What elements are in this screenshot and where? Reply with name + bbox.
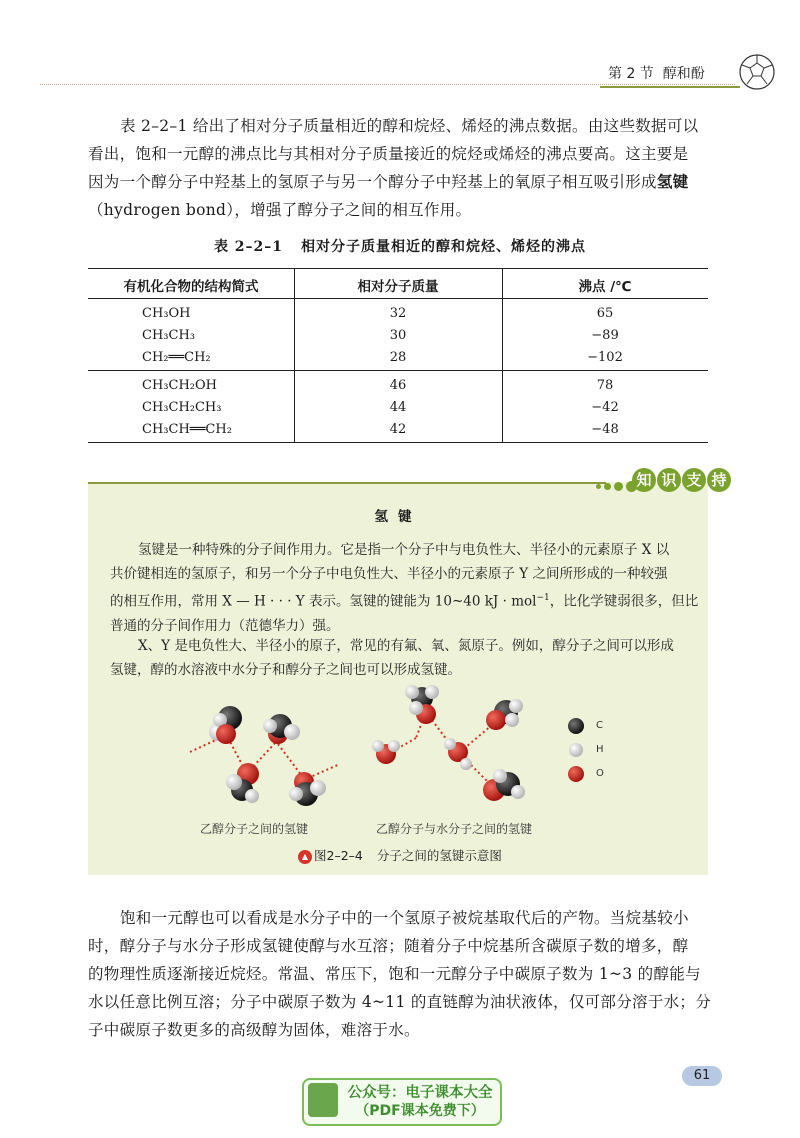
text-line: 因为一个醇分子中羟基上的氢原子与另一个醇分子中羟基上的氧原子相互吸引形成氢键: [88, 172, 689, 191]
header-accent-bar: [600, 86, 740, 88]
table-bottom-rule: [88, 442, 708, 443]
mass-cell-group-1: [294, 303, 502, 369]
column-header-boiling-point: 沸点 /℃: [578, 279, 632, 295]
text-line: （hydrogen bond），增强了醇分子之间的相互作用。: [88, 201, 472, 219]
legend-label-carbon: C: [596, 720, 603, 731]
table-cell: 32: [389, 306, 407, 321]
text-line: 子中碳原子数更多的高级醇为固体，难溶于水。: [88, 1021, 420, 1039]
tag-char: 持: [707, 468, 731, 492]
knowledge-paragraph-1: [110, 538, 699, 638]
tag-char: 知: [632, 468, 656, 492]
text-line: 表 2–2–1 给出了相对分子质量相近的醇和烷烃、烯烃的沸点数据。由这些数据可以: [120, 117, 699, 135]
text-line: 的物理性质逐渐接近烷烃。常温、常压下，饱和一元醇分子中碳原子数为 1~3 的醇能与: [88, 965, 701, 983]
page-number: 61: [682, 1066, 722, 1086]
carbon-legend-dot: [568, 718, 584, 734]
oxygen-legend-dot: [568, 766, 584, 782]
text-line: X、Y 是电负性大、半径小的原子，常见的有氟、氧、氮原子。例如，醇分子之间可以形成: [138, 638, 674, 654]
section-title: 醇和酚: [662, 66, 705, 82]
figure-caption-right: 乙醇分子与水分子之间的氢键: [376, 822, 533, 836]
mass-cell-group-2: [294, 375, 502, 441]
intro-paragraph: [88, 112, 728, 224]
table-cell: CH₃CH₃: [142, 328, 195, 343]
ethanol-ethanol-model: [190, 706, 340, 806]
bp-cell-group-2: [502, 375, 708, 441]
section-number: 第 2 节: [608, 66, 654, 82]
table-group-rule: [88, 370, 708, 371]
text-line: 饱和一元醇也可以看成是水分子中的一个氢原子被烷基取代后的产物。当烷基较小: [120, 909, 689, 927]
table-cell: 42: [389, 422, 407, 437]
text-line: 的相互作用，常用 X — H · · · Y 表示。氢键的键能为 10~40 kJ · mol$^{-1}$，比化学键弱很多，但比: [110, 593, 699, 610]
table-top-rule: [88, 268, 708, 269]
table-cell: 30: [389, 328, 407, 343]
stamp-line-1: 公众号：电子课本大全: [347, 1085, 493, 1101]
table-cell: 46: [389, 378, 407, 393]
fullerene-icon: [738, 53, 776, 91]
legend-label-hydrogen: H: [596, 744, 604, 755]
figure-caption-left: 乙醇分子之间的氢键: [200, 822, 309, 836]
closing-paragraph: [88, 904, 728, 1044]
table-cell: 44: [389, 400, 407, 415]
header-rule: [40, 84, 735, 85]
text-line: 氢键是一种特殊的分子间作用力。它是指一个分子中与电负性大、半径小的元素原子 X 以: [138, 542, 670, 558]
hydrogen-bond-figure: [180, 672, 650, 812]
table-cell: −89: [591, 328, 619, 343]
table-cell: CH₃CH══CH₂: [142, 422, 232, 437]
table-cell: 78: [596, 378, 614, 393]
stamp-line-2: （PDF课本免费下）: [355, 1103, 485, 1119]
tag-char: 支: [682, 468, 706, 492]
book-icon: [308, 1083, 338, 1117]
bp-cell-group-1: [502, 303, 708, 369]
knowledge-title: 氢键: [374, 509, 422, 525]
figure-marker-icon: ▲: [298, 850, 312, 864]
formula-cell-group-1: [142, 303, 292, 369]
hydrogen-legend-dot: [569, 743, 583, 757]
figure-title: 分子之间的氢键示意图: [376, 848, 502, 863]
figure-caption: [298, 846, 502, 864]
text-line: 共价键相连的氢原子，和另一个分子中电负性大、半径小的元素原子 Y 之间所形成的一种较强: [110, 566, 668, 582]
text-line: 普通的分子间作用力（范德华力）强。: [110, 617, 340, 634]
table-cell: CH₂══CH₂: [142, 350, 211, 365]
knowledge-support-tag: [632, 468, 732, 492]
table-caption: [0, 236, 800, 256]
ethanol-water-model: [372, 685, 525, 801]
text-line: 氢键，醇的水溶液中水分子和醇分子之间也可以形成氢键。: [110, 662, 461, 678]
column-header-formula: 有机化合物的结构简式: [123, 279, 259, 295]
running-header: [608, 63, 705, 83]
hydrogen-bond-term: 氢键: [656, 172, 689, 191]
table-cell: −48: [591, 422, 619, 437]
table-cell: 28: [389, 350, 407, 365]
table-cell: −102: [587, 350, 623, 365]
table-cell: CH₃OH: [142, 306, 191, 321]
table-cell: CH₃CH₂OH: [142, 378, 217, 393]
table-header-rule: [88, 298, 708, 299]
atom-legend: [568, 718, 584, 782]
table-cell: CH₃CH₂CH₃: [142, 400, 222, 415]
table-cell: 65: [596, 306, 614, 321]
text-line: 水以任意比例互溶；分子中碳原子数为 4~11 的直链醇为油状液体，仅可部分溶于水；分: [88, 993, 712, 1011]
figure-number: 图2–2–4: [314, 848, 363, 863]
tag-char: 识: [657, 468, 681, 492]
text-line: 时，醇分子与水分子形成氢键使醇与水互溶；随着分子中烷基所含碳原子数的增多，醇: [88, 937, 689, 955]
text-line: 看出，饱和一元醇的沸点比与其相对分子质量接近的烷烃或烯烃的沸点要高。这主要是: [88, 145, 689, 163]
legend-label-oxygen: O: [596, 768, 604, 779]
unit-superscript: −1: [536, 593, 550, 603]
table-cell: −42: [591, 400, 619, 415]
table-title: 相对分子质量相近的醇和烷烃、烯烃的沸点: [301, 239, 587, 255]
table-number: 表 2–2–1: [213, 239, 284, 255]
column-header-mass: 相对分子质量: [357, 279, 439, 295]
formula-cell-group-2: [142, 375, 292, 441]
knowledge-box-rule: [88, 482, 606, 484]
